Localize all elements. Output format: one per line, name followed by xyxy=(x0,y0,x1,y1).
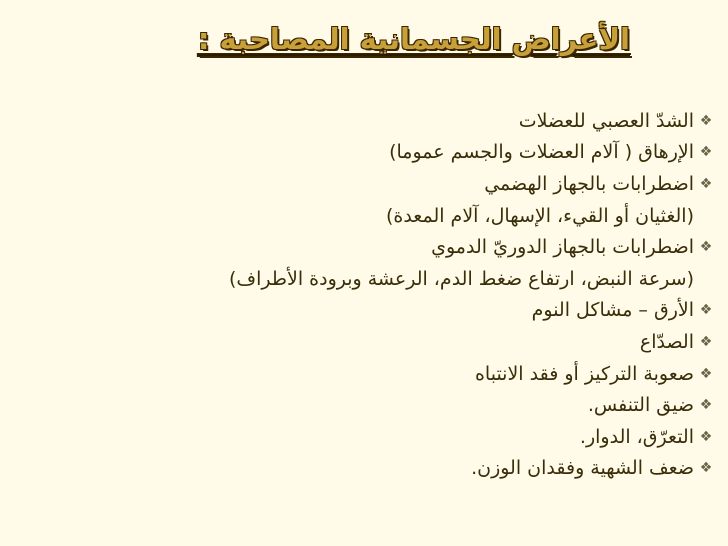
list-item-text: الصدّاع xyxy=(639,330,694,353)
diamond-bullet-icon: ❖ xyxy=(699,397,713,414)
list-item-text: الأرق – مشاكل النوم xyxy=(531,299,694,322)
list-item-text: ضعف الشهية وفقدان الوزن. xyxy=(471,457,694,480)
diamond-bullet-icon: ❖ xyxy=(699,175,713,192)
diamond-bullet-icon: ❖ xyxy=(699,302,713,319)
list-item-text: الشدّ العصبي للعضلات xyxy=(518,109,694,132)
list-item-continuation xyxy=(18,200,718,232)
list-item xyxy=(18,421,718,453)
list-item xyxy=(18,137,718,169)
list-item-text: اضطرابات بالجهاز الدوريّ الدموي xyxy=(431,236,694,259)
list-item xyxy=(18,326,718,358)
diamond-bullet-icon: ❖ xyxy=(699,239,713,256)
list-item-text: (الغثيان أو القيء، الإسهال، آلام المعدة) xyxy=(385,204,694,227)
list-item xyxy=(18,389,718,421)
list-item xyxy=(18,453,718,485)
list-item-text: التعرّق، الدوار. xyxy=(579,425,694,448)
symptom-list xyxy=(18,105,718,484)
diamond-bullet-icon: ❖ xyxy=(699,428,713,445)
list-item xyxy=(18,105,718,137)
list-item xyxy=(18,168,718,200)
diamond-bullet-icon: ❖ xyxy=(699,112,713,129)
slide-title: الأعراض الجسمانية المصاحبة : xyxy=(197,22,630,56)
diamond-bullet-icon: ❖ xyxy=(699,365,713,382)
list-item-continuation xyxy=(18,263,718,295)
list-item-text: ضيق التنفس. xyxy=(587,394,694,417)
list-item-text: اضطرابات بالجهاز الهضمي xyxy=(484,172,694,195)
diamond-bullet-icon: ❖ xyxy=(699,144,713,161)
diamond-bullet-icon: ❖ xyxy=(699,333,713,350)
list-item-text: الإرهاق ( آلام العضلات والجسم عموما) xyxy=(389,141,694,164)
list-item-text: (سرعة النبض، ارتفاع ضغط الدم، الرعشة وبرودة الأطراف) xyxy=(229,267,694,290)
list-item xyxy=(18,295,718,327)
list-item xyxy=(18,231,718,263)
list-item xyxy=(18,358,718,390)
diamond-bullet-icon: ❖ xyxy=(699,460,713,477)
list-item-text: صعوبة التركيز أو فقد الانتباه xyxy=(474,362,694,385)
